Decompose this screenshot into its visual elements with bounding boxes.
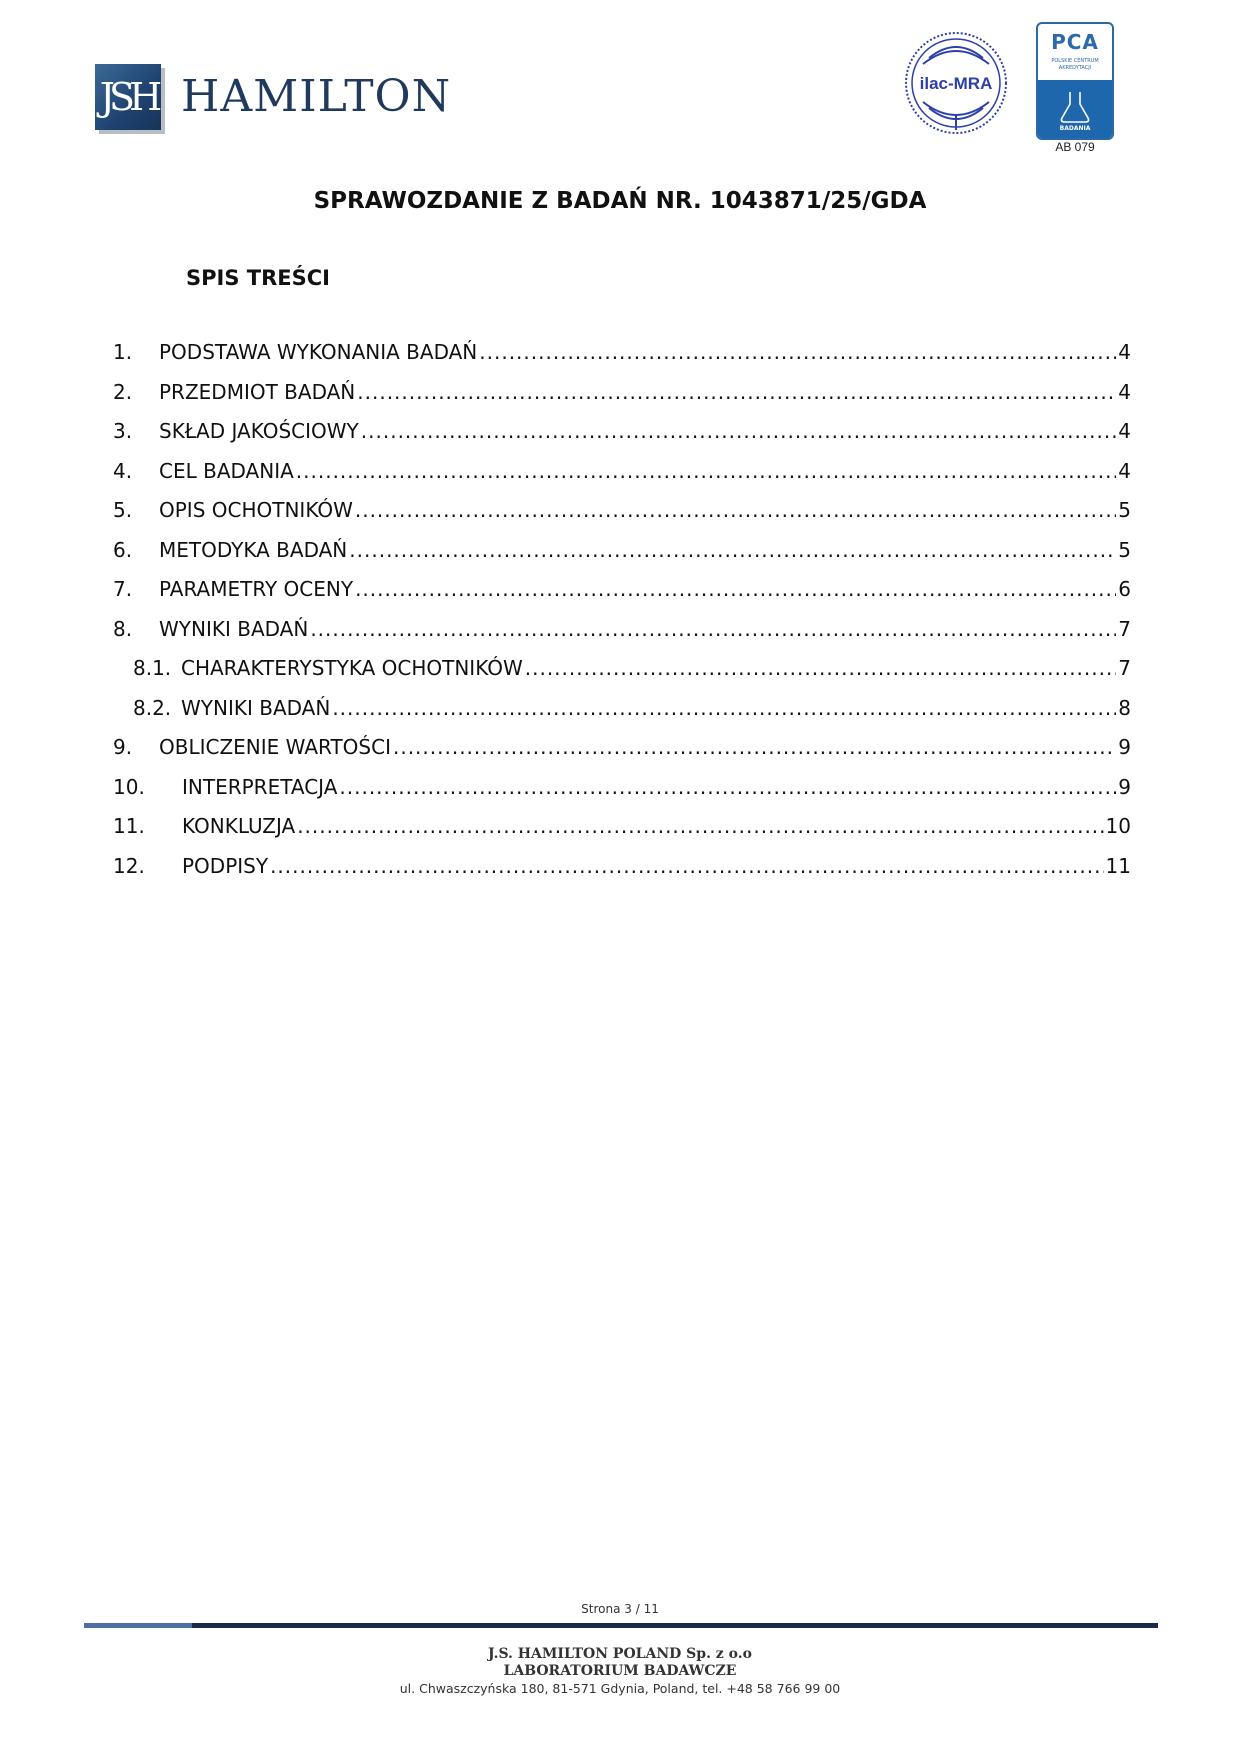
- pca-subtitle: [1038, 58, 1112, 72]
- toc-number: 1.: [113, 340, 133, 364]
- toc-label: SKŁAD JAKOŚCIOWY: [159, 419, 359, 443]
- toc-label: INTERPRETACJA: [182, 774, 338, 799]
- toc-leader: [349, 538, 1116, 562]
- toc-heading: SPIS TREŚCI: [186, 266, 330, 290]
- toc-label: WYNIKI BADAŃ: [159, 616, 309, 641]
- toc-leader: [361, 419, 1116, 443]
- toc-item-4[interactable]: [113, 459, 1131, 499]
- toc-number: 8.: [113, 616, 133, 641]
- toc-label: PRZEDMIOT BADAŃ: [159, 379, 356, 404]
- footer-address: ul. Chwaszczyńska 180, 81-571 Gdynia, Poland, tel. +48 58 766 99 00: [399, 1681, 841, 1696]
- pca-label: PCA: [1051, 30, 1099, 54]
- brand-name: HAMILTON: [181, 71, 452, 122]
- toc-leader: [479, 340, 1116, 364]
- toc-label: OBLICZENIE WARTOŚCI: [159, 735, 391, 759]
- hamilton-monogram-icon: [95, 64, 161, 130]
- toc-leader: [355, 577, 1116, 601]
- ilac-mra-seal-icon: [903, 30, 1009, 136]
- toc-page: 10: [1105, 814, 1131, 838]
- toc-number: 8.2.: [133, 695, 172, 720]
- toc-label: PODSTAWA WYKONANIA BADAŃ: [159, 340, 478, 364]
- toc-item-3[interactable]: [113, 419, 1131, 459]
- hamilton-logo: [95, 64, 451, 130]
- toc-label: PODPISY: [182, 853, 269, 878]
- toc-page: 4: [1118, 419, 1131, 443]
- toc-number: 12.: [113, 853, 145, 878]
- report-title: SPRAWOZDANIE Z BADAŃ NR. 1043871/25/GDA: [313, 188, 927, 214]
- toc-leader: [310, 617, 1116, 641]
- toc-page: 4: [1118, 379, 1131, 404]
- toc-number: 9.: [113, 735, 133, 759]
- monogram-text: JSH: [99, 75, 157, 119]
- toc-number: 3.: [113, 419, 133, 443]
- page-indicator: Strona 3 / 11: [581, 1602, 659, 1616]
- toc-leader: [296, 459, 1116, 483]
- footer-lab: LABORATORIUM BADAWCZE: [503, 1663, 737, 1679]
- toc-label: CHARAKTERYSTYKA OCHOTNIKÓW: [181, 656, 523, 680]
- pca-blue-panel: [1038, 80, 1112, 138]
- toc-item-8-2[interactable]: [113, 696, 1131, 736]
- toc-page: 4: [1118, 340, 1131, 364]
- toc-leader: [270, 854, 1103, 878]
- toc-number: 10.: [113, 774, 145, 799]
- toc-label: WYNIKI BADAŃ: [181, 695, 331, 720]
- pca-badania-label: BADANIA: [1059, 125, 1091, 132]
- footer-company: J.S. HAMILTON POLAND Sp. z o.o: [488, 1646, 752, 1662]
- pca-subtitle-line-1: POLSKIE CENTRUM: [1051, 58, 1099, 64]
- toc-number: 2.: [113, 379, 133, 404]
- toc-leader: [525, 656, 1117, 680]
- toc-number: 8.1.: [133, 656, 172, 680]
- pca-accreditation-badge: [1036, 22, 1114, 140]
- toc-number: 5.: [113, 498, 133, 522]
- toc-item-7[interactable]: [113, 577, 1131, 617]
- toc-page: 5: [1118, 537, 1131, 562]
- toc-item-6[interactable]: [113, 538, 1131, 578]
- toc-page: 4: [1118, 458, 1131, 483]
- ilac-label: ilac-MRA: [919, 74, 993, 93]
- toc-label: CEL BADANIA: [159, 458, 294, 483]
- footer-divider: [84, 1623, 1158, 1628]
- toc-page: 6: [1118, 577, 1131, 601]
- toc-label: KONKLUZJA: [182, 814, 296, 838]
- toc-page: 5: [1118, 498, 1131, 522]
- toc-item-8[interactable]: [113, 617, 1131, 657]
- toc-leader: [332, 696, 1116, 720]
- table-of-contents: [113, 340, 1131, 893]
- toc-number: 7.: [113, 577, 133, 601]
- toc-leader: [339, 775, 1116, 799]
- pca-subtitle-line-2: AKREDYTACJI: [1058, 65, 1092, 71]
- toc-page: 7: [1118, 656, 1131, 680]
- toc-number: 4.: [113, 458, 133, 483]
- toc-label: METODYKA BADAŃ: [159, 537, 348, 562]
- toc-number: 6.: [113, 537, 133, 562]
- toc-leader: [357, 380, 1116, 404]
- toc-leader: [393, 735, 1116, 759]
- toc-item-8-1[interactable]: [113, 656, 1131, 696]
- toc-item-12[interactable]: [113, 854, 1131, 894]
- toc-page: 8: [1118, 695, 1131, 720]
- toc-item-5[interactable]: [113, 498, 1131, 538]
- toc-label: PARAMETRY OCENY: [159, 577, 354, 601]
- toc-item-2[interactable]: [113, 380, 1131, 420]
- footer-divider-accent: [84, 1623, 192, 1628]
- toc-item-9[interactable]: [113, 735, 1131, 775]
- toc-page: 7: [1118, 616, 1131, 641]
- toc-page: 9: [1118, 774, 1131, 799]
- toc-item-10[interactable]: [113, 775, 1131, 815]
- accreditation-code: AB 079: [1055, 140, 1095, 154]
- toc-leader: [355, 498, 1116, 522]
- toc-page: 11: [1105, 853, 1131, 878]
- toc-label: OPIS OCHOTNIKÓW: [159, 498, 353, 522]
- toc-number: 11.: [113, 814, 145, 838]
- toc-item-1[interactable]: [113, 340, 1131, 380]
- toc-leader: [297, 814, 1103, 838]
- toc-page: 9: [1118, 735, 1131, 759]
- toc-item-11[interactable]: [113, 814, 1131, 854]
